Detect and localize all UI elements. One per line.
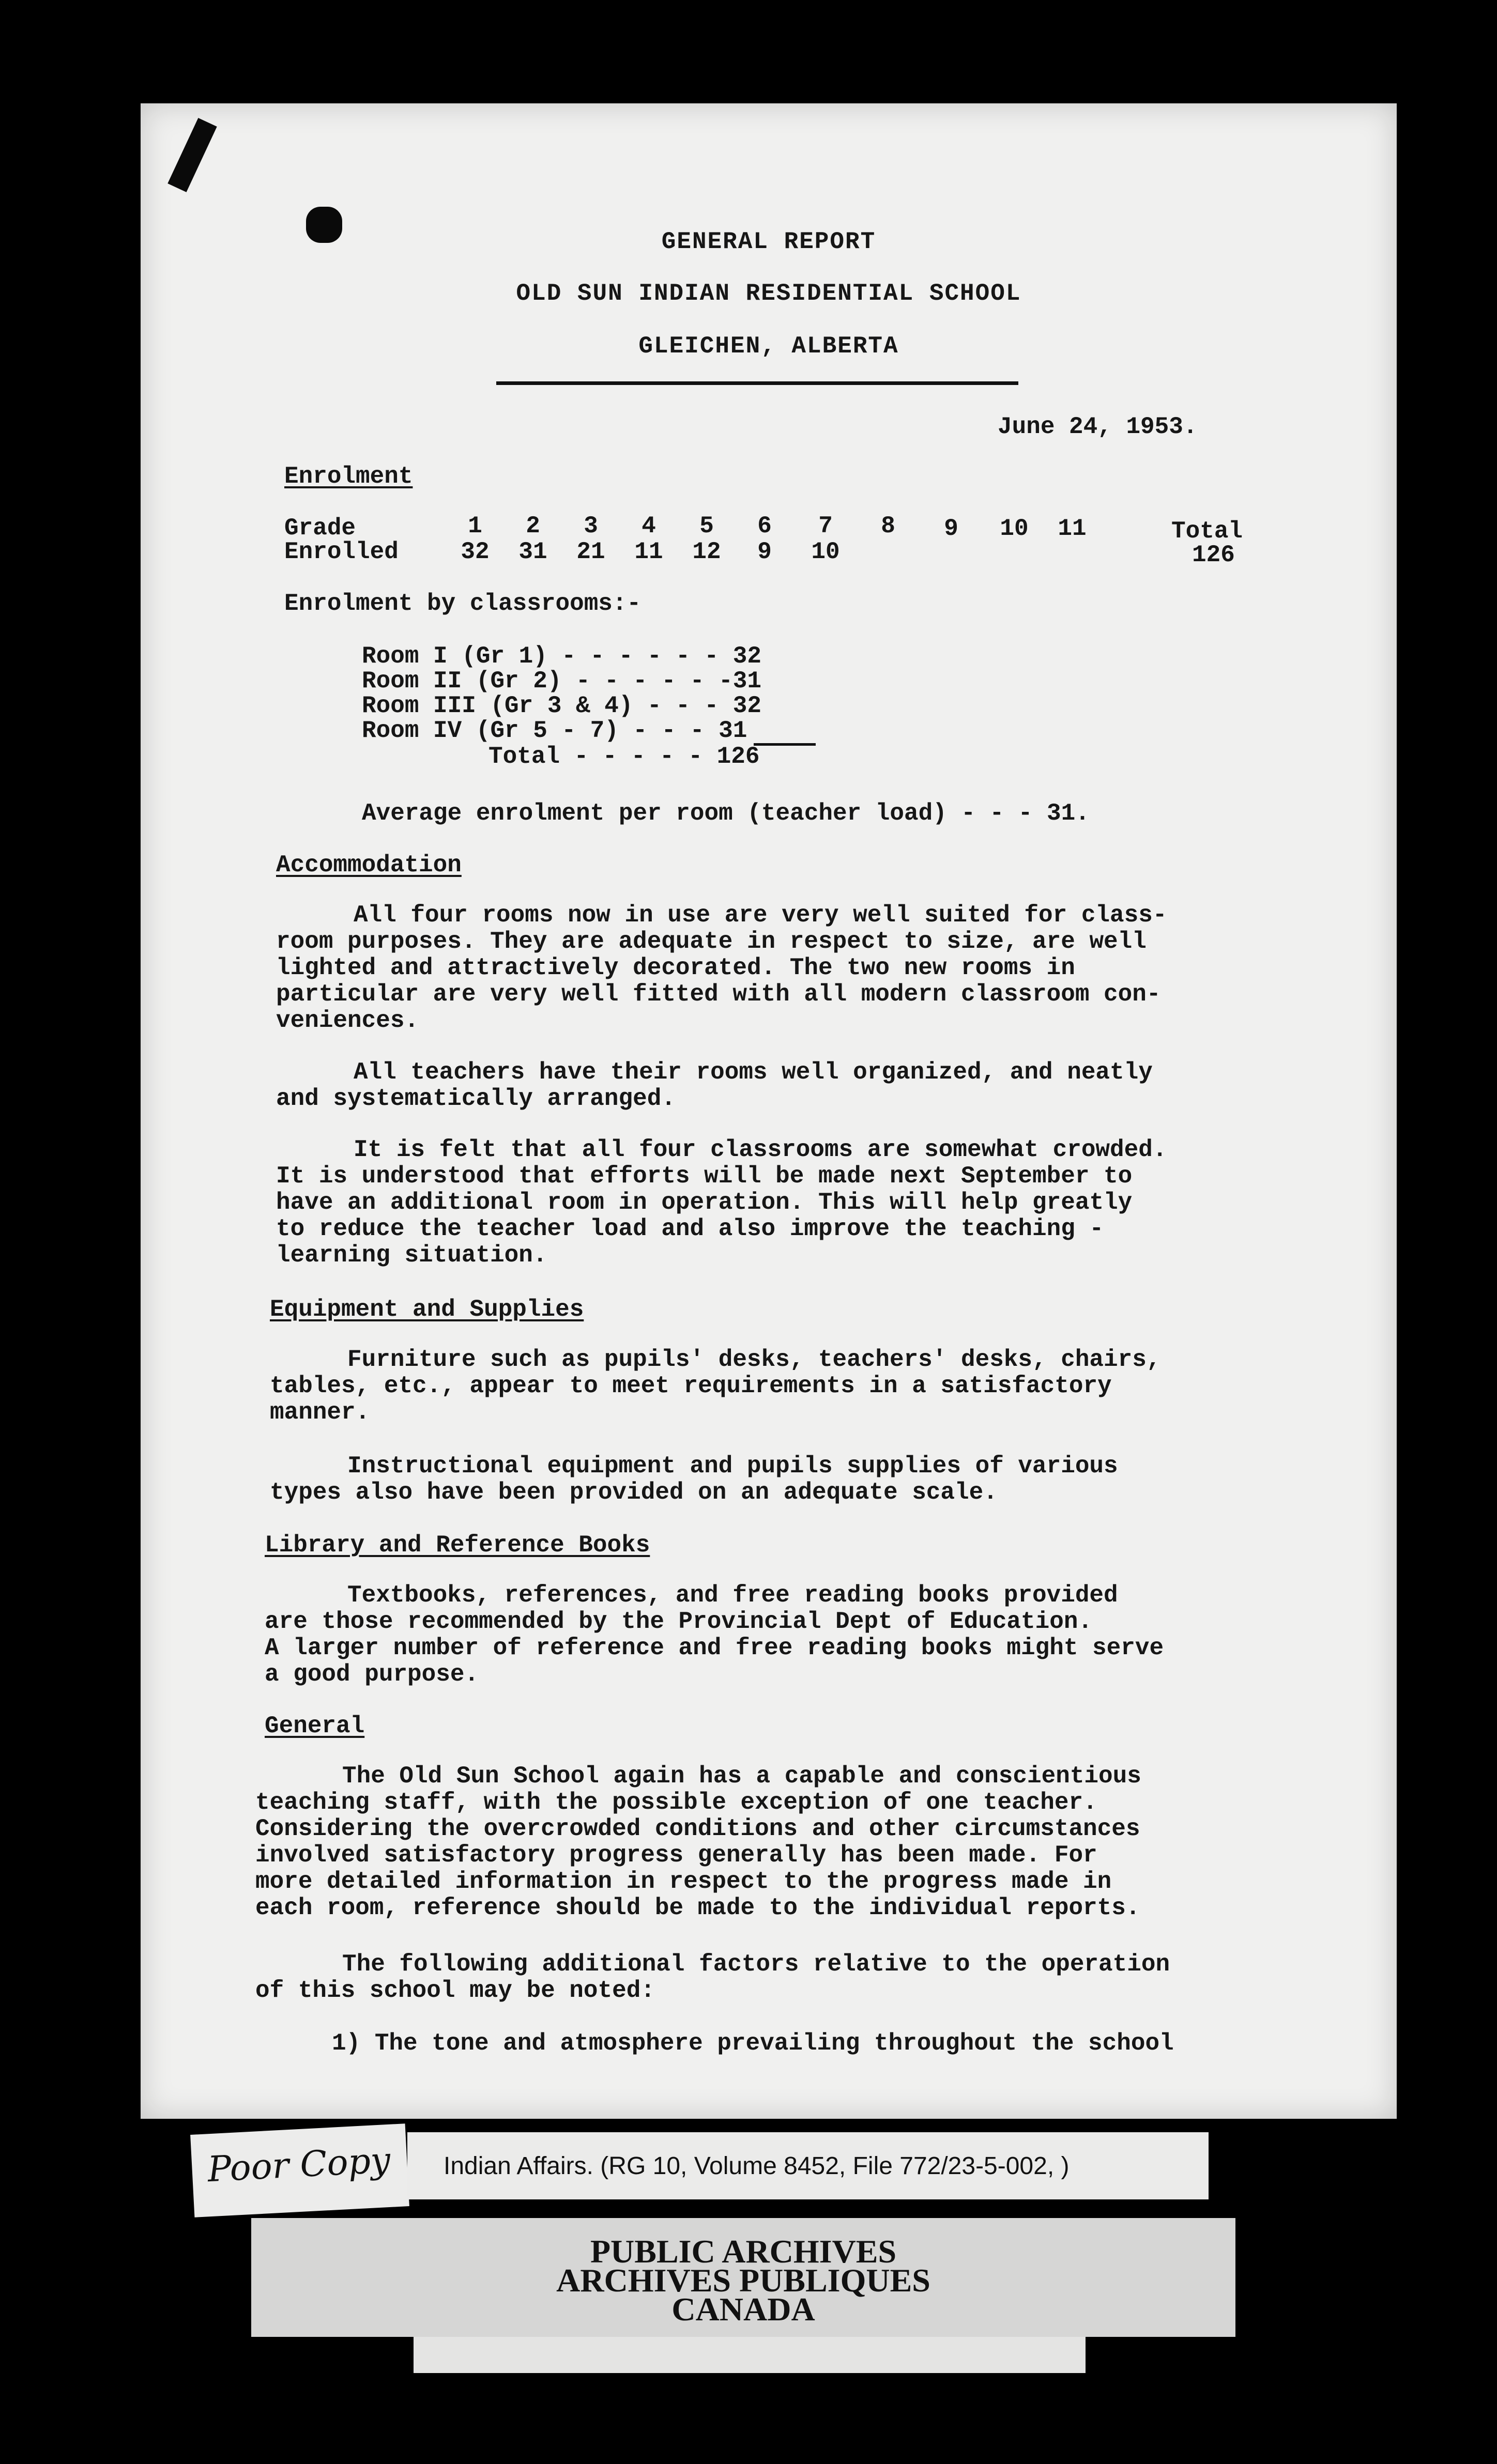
grade-number: 7 [818,513,833,540]
section-heading-accommodation: Accommodation [276,852,462,879]
section-heading-general: General [265,1713,365,1739]
section-heading-enrolment: Enrolment [284,463,413,490]
title-rule [496,381,1018,385]
rooms-total-rule [754,743,816,746]
grade-number: 8 [881,513,895,540]
grade-number: 4 [641,513,656,540]
rooms-total: Total - - - - - 126 [488,743,760,770]
public-archives-stamp [251,2218,1235,2337]
general-paragraph: The following additional factors relative to the operation of this school may be noted: [255,1951,1170,2004]
enrolled-count: 9 [757,538,772,565]
document-text [141,103,1397,2119]
stamp-line: CANADA [671,2291,815,2328]
general-list-item: 1) The tone and atmosphere prevailing throughout the school [332,2030,1174,2057]
archive-reference-text: Indian Affairs. (RG 10, Volume 8452, File 772/23-5-002, ) [444,2152,1070,2180]
average-enrolment: Average enrolment per room (teacher load) - - - 31. [362,800,1090,827]
general-paragraph: The Old Sun School again has a capable and conscientious teaching staff, with the possible exception of one teacher. Considering the overcrowded conditions and other circumstances involved satisfactory progress generally has been made. For more detailed information in respect to the progress made in each room, reference should be made to the individual reports. [255,1763,1141,1921]
accommodation-paragraph: All four rooms now in use are very well suited for class- room purposes. They are adequate in respect to size, are well lighted and attractively decorated. The two new rooms in particular are very well fitted with all modern classroom con- veniences. [276,902,1167,1034]
poor-copy-text: Poor Copy [206,2139,392,2191]
school-name: OLD SUN INDIAN RESIDENTIAL SCHOOL [516,280,1021,307]
room-row: Room IV (Gr 5 - 7) - - - 31 [362,717,747,744]
report-title: GENERAL REPORT [661,228,876,255]
grade-number: 1 [468,513,482,540]
section-heading-equipment: Equipment and Supplies [270,1296,584,1323]
accommodation-paragraph: It is felt that all four classrooms are somewhat crowded. It is understood that efforts will be made next September to have an additional room in operation. This will help greatly to reduce the teacher load and also improve the teaching - learning situation. [276,1136,1167,1269]
grade-number: 2 [526,513,540,540]
archive-reference-label [407,2132,1209,2199]
stamp-line: ARCHIVES PUBLIQUES [556,2262,930,2299]
enrolled-count: 31 [518,538,547,565]
school-location: GLEICHEN, ALBERTA [638,333,899,360]
grade-number: 10 [1000,515,1029,542]
stamp-base-strip [414,2337,1086,2373]
stamp-line: PUBLIC ARCHIVES [590,2233,897,2270]
grade-number: 9 [944,515,958,542]
room-row: Room I (Gr 1) - - - - - - 32 [362,643,761,670]
accommodation-paragraph: All teachers have their rooms well organized, and neatly and systematically arranged. [276,1059,1153,1112]
total-label: Total [1171,518,1243,545]
equipment-paragraph: Furniture such as pupils' desks, teachers' desks, chairs, tables, etc., appear to meet requirements in a satisfactory manner. [270,1346,1161,1426]
equipment-paragraph: Instructional equipment and pupils supplies of various types also have been provided on an adequate scale. [270,1453,1118,1506]
poor-copy-label [190,2123,409,2217]
grade-label: Grade [284,515,356,542]
grade-number: 11 [1058,515,1087,542]
total-value: 126 [1192,542,1235,568]
library-paragraph: Textbooks, references, and free reading books provided are those recommended by the Provincial Dept of Education. A larger number of reference and free reading books might serve a good purpose. [265,1582,1164,1688]
enrolled-count: 21 [576,538,605,565]
room-row: Room III (Gr 3 & 4) - - - 32 [362,692,761,719]
enrolled-count: 11 [634,538,663,565]
report-date: June 24, 1953. [998,413,1198,440]
grade-number: 6 [757,513,772,540]
room-row: Room II (Gr 2) - - - - - -31 [362,668,761,695]
enrolled-count: 32 [461,538,490,565]
by-classrooms-label: Enrolment by classrooms:- [284,590,641,617]
grade-number: 5 [699,513,714,540]
section-heading-library: Library and Reference Books [265,1532,650,1559]
document-page [141,103,1397,2119]
enrolled-count: 10 [811,538,840,565]
enrolled-label: Enrolled [284,538,399,565]
grade-number: 3 [584,513,598,540]
enrolled-count: 12 [692,538,721,565]
